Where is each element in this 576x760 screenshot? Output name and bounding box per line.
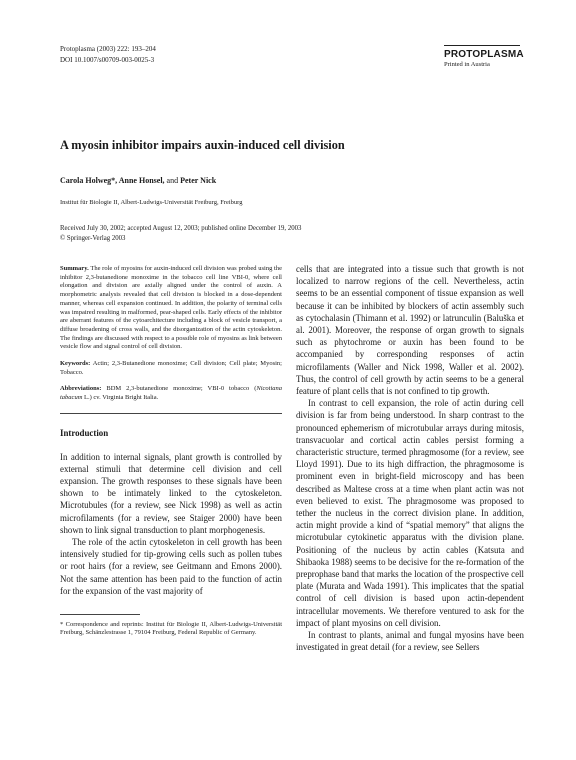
journal-citation-block <box>60 44 156 65</box>
keywords-text: Actin; 2,3-Butanedione monoxime; Cell division; Cell plate; Myosin; Tobacco. <box>60 360 282 376</box>
authors <box>60 176 216 185</box>
intro-body <box>60 451 282 597</box>
footnote: * Correspondence and reprints: Institut für Biologie II, Albert-Ludwigs-Universität Freiburg, Schänzlestrasse 1, 79104 Freiburg, Federal Republic of Germany. <box>60 620 282 637</box>
author-2: Anne Honsel, <box>118 176 165 185</box>
article-title: A myosin inhibitor impairs auxin-induced cell division <box>60 138 345 152</box>
journal-doi: DOI 10.1007/s00709-003-0025-3 <box>60 55 155 64</box>
brand-rule <box>444 45 520 46</box>
right-paragraph-1: cells that are integrated into a tissue such that growth is not localized to narrow regions of the cell. Nevertheless, actin seems to be an essential component of tissue expansion as well because it can be inhibited by blockers of actin assembly such as cytochalasin (Thimann et al. 1992) or latrunculin (Baluška et al. 2001). Moreover, the response of organ growth to signals such as phytochrome or auxin has been found to be accompanied by corresponding responses of actin microfilaments (Waller and Nick 1998, Waller et al. 2002). Thus, the control of cell growth by actin seems to be a general feature of plant cells that is not confined to tip growth. <box>296 264 524 397</box>
species-name: Nicotiana tabacum <box>60 385 283 402</box>
keywords <box>60 360 282 377</box>
abbreviations-text-1: BDM 2,3-butanedione monoxime; VBI-0 tobacco ( <box>106 385 257 393</box>
copyright: © Springer-Verlag 2003 <box>60 235 126 242</box>
summary <box>60 265 282 352</box>
dates-block <box>60 224 301 244</box>
summary-text: The role of myosins for auxin-induced cell division was probed using the inhibitor 2,3-butanedione monoxime in the tobacco cell line VBI-0, where cell elongation and division are axially aligned under the control of auxin. A morphometric analysis revealed that cell division is blocked in a dose-dependent manner, whereas cell expansion continued. In addition, the polarity of terminal cells was impaired resulting in malformed, pear-shaped cells. Early effects of the inhibitor are aberrant features of the cytoarchitecture including a block of vesicle transport, a diffuse broadening of cross walls, and the disorganization of the actin cytoskeleton. The findings are discussed with respect to a possible role of myosins as link between vesicle flow and signal control of cell division. <box>60 265 282 351</box>
right-paragraph-3: In contrast to plants, animal and fungal myosins have been investigated in great detail (for a review, see Sellers <box>296 630 524 653</box>
journal-brand: PROTOPLASMA <box>444 49 524 60</box>
left-column <box>60 265 282 638</box>
printed-in: Printed in Austria <box>444 61 490 68</box>
abbreviations-label: Abbreviations: <box>60 385 102 393</box>
intro-paragraph-1: In addition to internal signals, plant growth is controlled by external stimuli that determine cell division and cell expansion. The growth responses to these signals have been shown to be intimately linked to the cytoskeleton. Microtubules (for a review, see Nick 1998) as well as actin microfilaments (for a review, see Staiger 2000) have been shown to link signal transduction to plant morphogenesis. <box>60 451 282 535</box>
abbreviations <box>60 385 282 402</box>
section-rule <box>60 413 282 414</box>
author-3: Peter Nick <box>180 176 217 185</box>
journal-citation: Protoplasma (2003) 222: 193–204 <box>60 45 156 53</box>
author-1: Carola Holweg*, <box>60 176 118 185</box>
intro-heading: Introduction <box>60 427 109 438</box>
authors-and: and <box>166 176 179 185</box>
intro-paragraph-2: The role of the actin cytoskeleton in cell growth has been intensively studied for tip-growing cells such as pollen tubes or root hairs (for a review, see Geitmann and Emons 2000). Not the same attention has been paid to the function of actin for the expansion of the vast majority of <box>60 536 282 596</box>
right-column <box>296 263 524 654</box>
abbreviations-text-2: L.) cv. Virginia Bright Italia. <box>82 394 159 402</box>
right-paragraph-2: In contrast to cell expansion, the role of actin during cell division is far from being understood. In sharp contrast to the pronounced ephemerism of microtubular arrays during mitosis, transvacuolar and cortical actin cables persist forming a characteristic structure, termed phragmosome (for a review, see Lloyd 1991). Due to its high diffraction, the phragmosome is prominent even in bright-field microscopy and has been described as Maltese cross at a time when plant actin was not even believed to exist. The phragmosome was proposed to tether the nucleus in the correct division plane. In addition, actin might provide a kind of “spatial memory” that aligns the microtubular cytokinetic apparatus with the division plane. Positioning of the nucleus by actin cables (Katsuta and Shibaoka 1988) seems to be decisive for the re-formation of the preprophase band that marks the location of the prospective cell plate (Murata and Wada 1991). This implicates that the spatial control of cell division is based upon actin-dependent intracellular movements. We therefore ventured to ask for the impact of plant myosins on cell division. <box>296 398 524 628</box>
footnote-rule <box>60 614 140 615</box>
journal-brand-block <box>444 45 524 68</box>
keywords-label: Keywords: <box>60 360 91 368</box>
affiliation: Institut für Biologie II, Albert-Ludwigs-Universität Freiburg, Freiburg <box>60 199 243 206</box>
received-dates: Received July 30, 2002; accepted August 12, 2003; published online December 19, 2003 <box>60 225 302 232</box>
summary-label: Summary. <box>60 265 89 272</box>
